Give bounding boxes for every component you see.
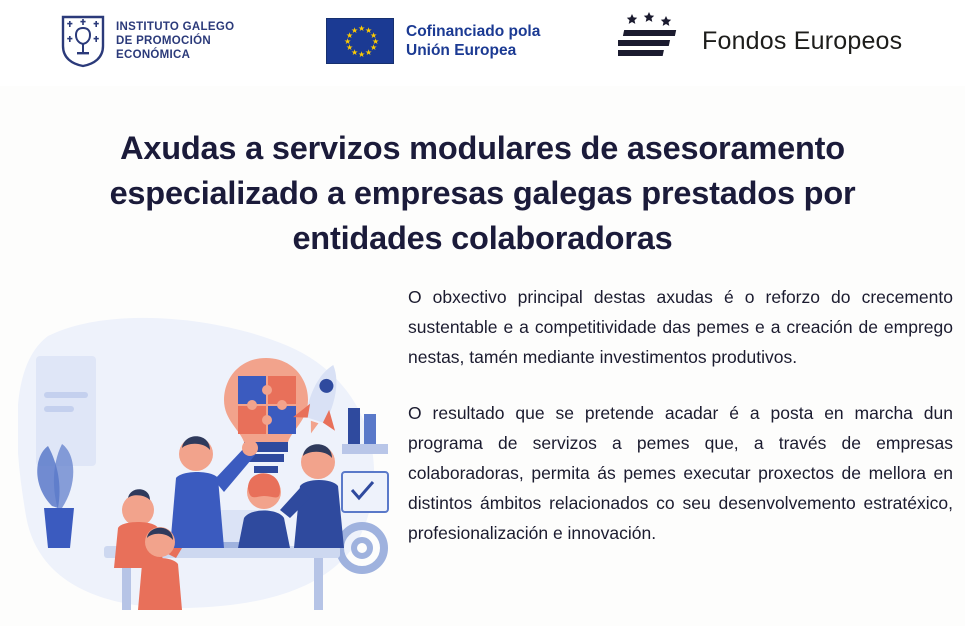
xunta-galicia-shield-icon	[60, 14, 106, 68]
igape-logo-text	[116, 20, 234, 62]
logo-band	[0, 0, 965, 86]
igape-logo	[60, 14, 234, 68]
page-title: Axudas a servizos modulares de asesoramento especializado a empresas galegas prestados por entidades colaboradoras	[109, 129, 856, 256]
igape-line-1: INSTITUTO GALEGO	[116, 21, 235, 33]
european-union-flag-icon: ★ ★ ★ ★ ★ ★ ★ ★ ★ ★ ★ ★	[326, 18, 394, 64]
igape-line-3: ECONÓMICA	[116, 49, 191, 61]
paragraph-result: O resultado que se pretende acadar é a posta en marcha dun programa de servizos a pemes que, a través de empresas colaboradoras, permita ás pemes executar proxectos de mellora en distintos ámbitos relacionados co seu desenvolvemento estratéxico, profesionalización e innovación.	[408, 403, 953, 543]
eu-logo-text	[406, 22, 540, 60]
body-text-column	[408, 282, 953, 548]
eu-cofinancing-logo	[326, 18, 540, 64]
eu-line-2: Unión Europea	[406, 42, 517, 59]
paragraph-objective: O obxectivo principal destas axudas é o reforzo do crecemento sustentable e a competitividade das pemes e a creación de emprego nestas, tamén mediante investimentos produtivos.	[408, 287, 953, 367]
team-brainstorming-illustration	[18, 296, 396, 616]
fondos-europeos-logo	[618, 12, 902, 70]
igape-line-2: DE PROMOCIÓN	[116, 35, 211, 47]
eu-line-1: Cofinanciado pola	[406, 23, 541, 40]
fondos-europeos-label: Fondos Europeos	[702, 26, 903, 55]
fondos-europeos-mark-icon	[618, 12, 688, 70]
